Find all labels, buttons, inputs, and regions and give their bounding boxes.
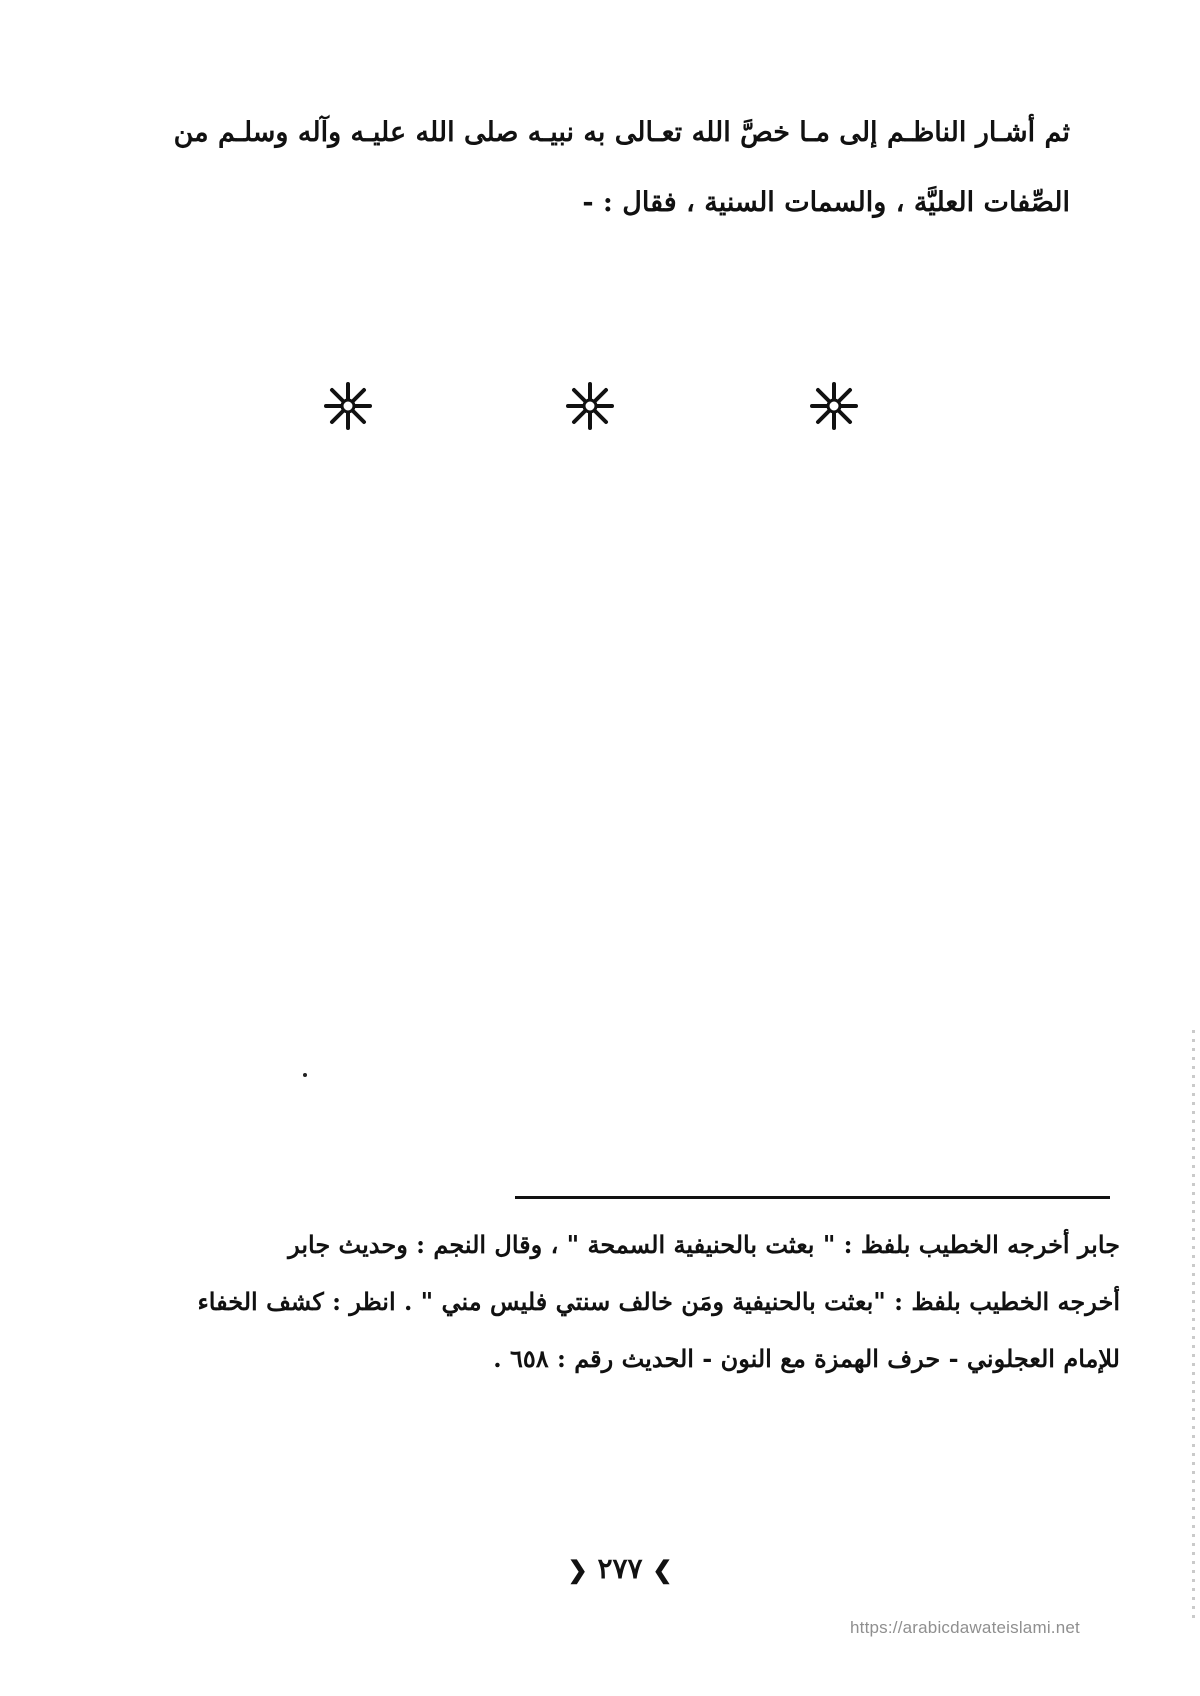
separator-star-icon — [806, 378, 862, 434]
scan-edge-artifact — [1192, 1030, 1195, 1620]
separator-star-icon — [562, 378, 618, 434]
separator-star-icon — [320, 378, 376, 434]
main-text-line-1: ثم أشـار الناظـم إلى مـا خصَّ الله تعـالى به نبيـه صلى الله عليـه وآله وسلـم من — [173, 117, 1070, 148]
footnotes — [130, 1216, 1120, 1387]
page-number-left-bracket: ❮ — [567, 1555, 588, 1584]
scan-speck — [303, 1073, 307, 1077]
source-url-watermark: https://arabicdawateislami.net — [850, 1618, 1080, 1637]
page-number — [560, 1552, 680, 1585]
page-number-value: ٢٧٧ — [597, 1552, 643, 1585]
section-separator — [0, 378, 1200, 438]
main-paragraph — [130, 98, 1070, 238]
footnote-divider — [515, 1196, 1110, 1199]
footnote-line-1: جابر أخرجه الخطيب بلفظ : " بعثت بالحنيفية السمحة " ، وقال النجم : وحديث جابر — [288, 1230, 1120, 1259]
main-text-line-2: الصِّفات العليَّة ، والسمات السنية ، فقال : - — [582, 187, 1070, 218]
footnote-line-2: أخرجه الخطيب بلفظ : "بعثت بالحنيفية ومَن خالف سنتي فليس مني " . انظر : كشف الخفاء — [197, 1287, 1120, 1316]
page-number-right-bracket: ❯ — [652, 1555, 673, 1584]
footnote-line-3: للإمام العجلوني - حرف الهمزة مع النون - الحديث رقم : ٦٥٨ . — [493, 1344, 1120, 1373]
